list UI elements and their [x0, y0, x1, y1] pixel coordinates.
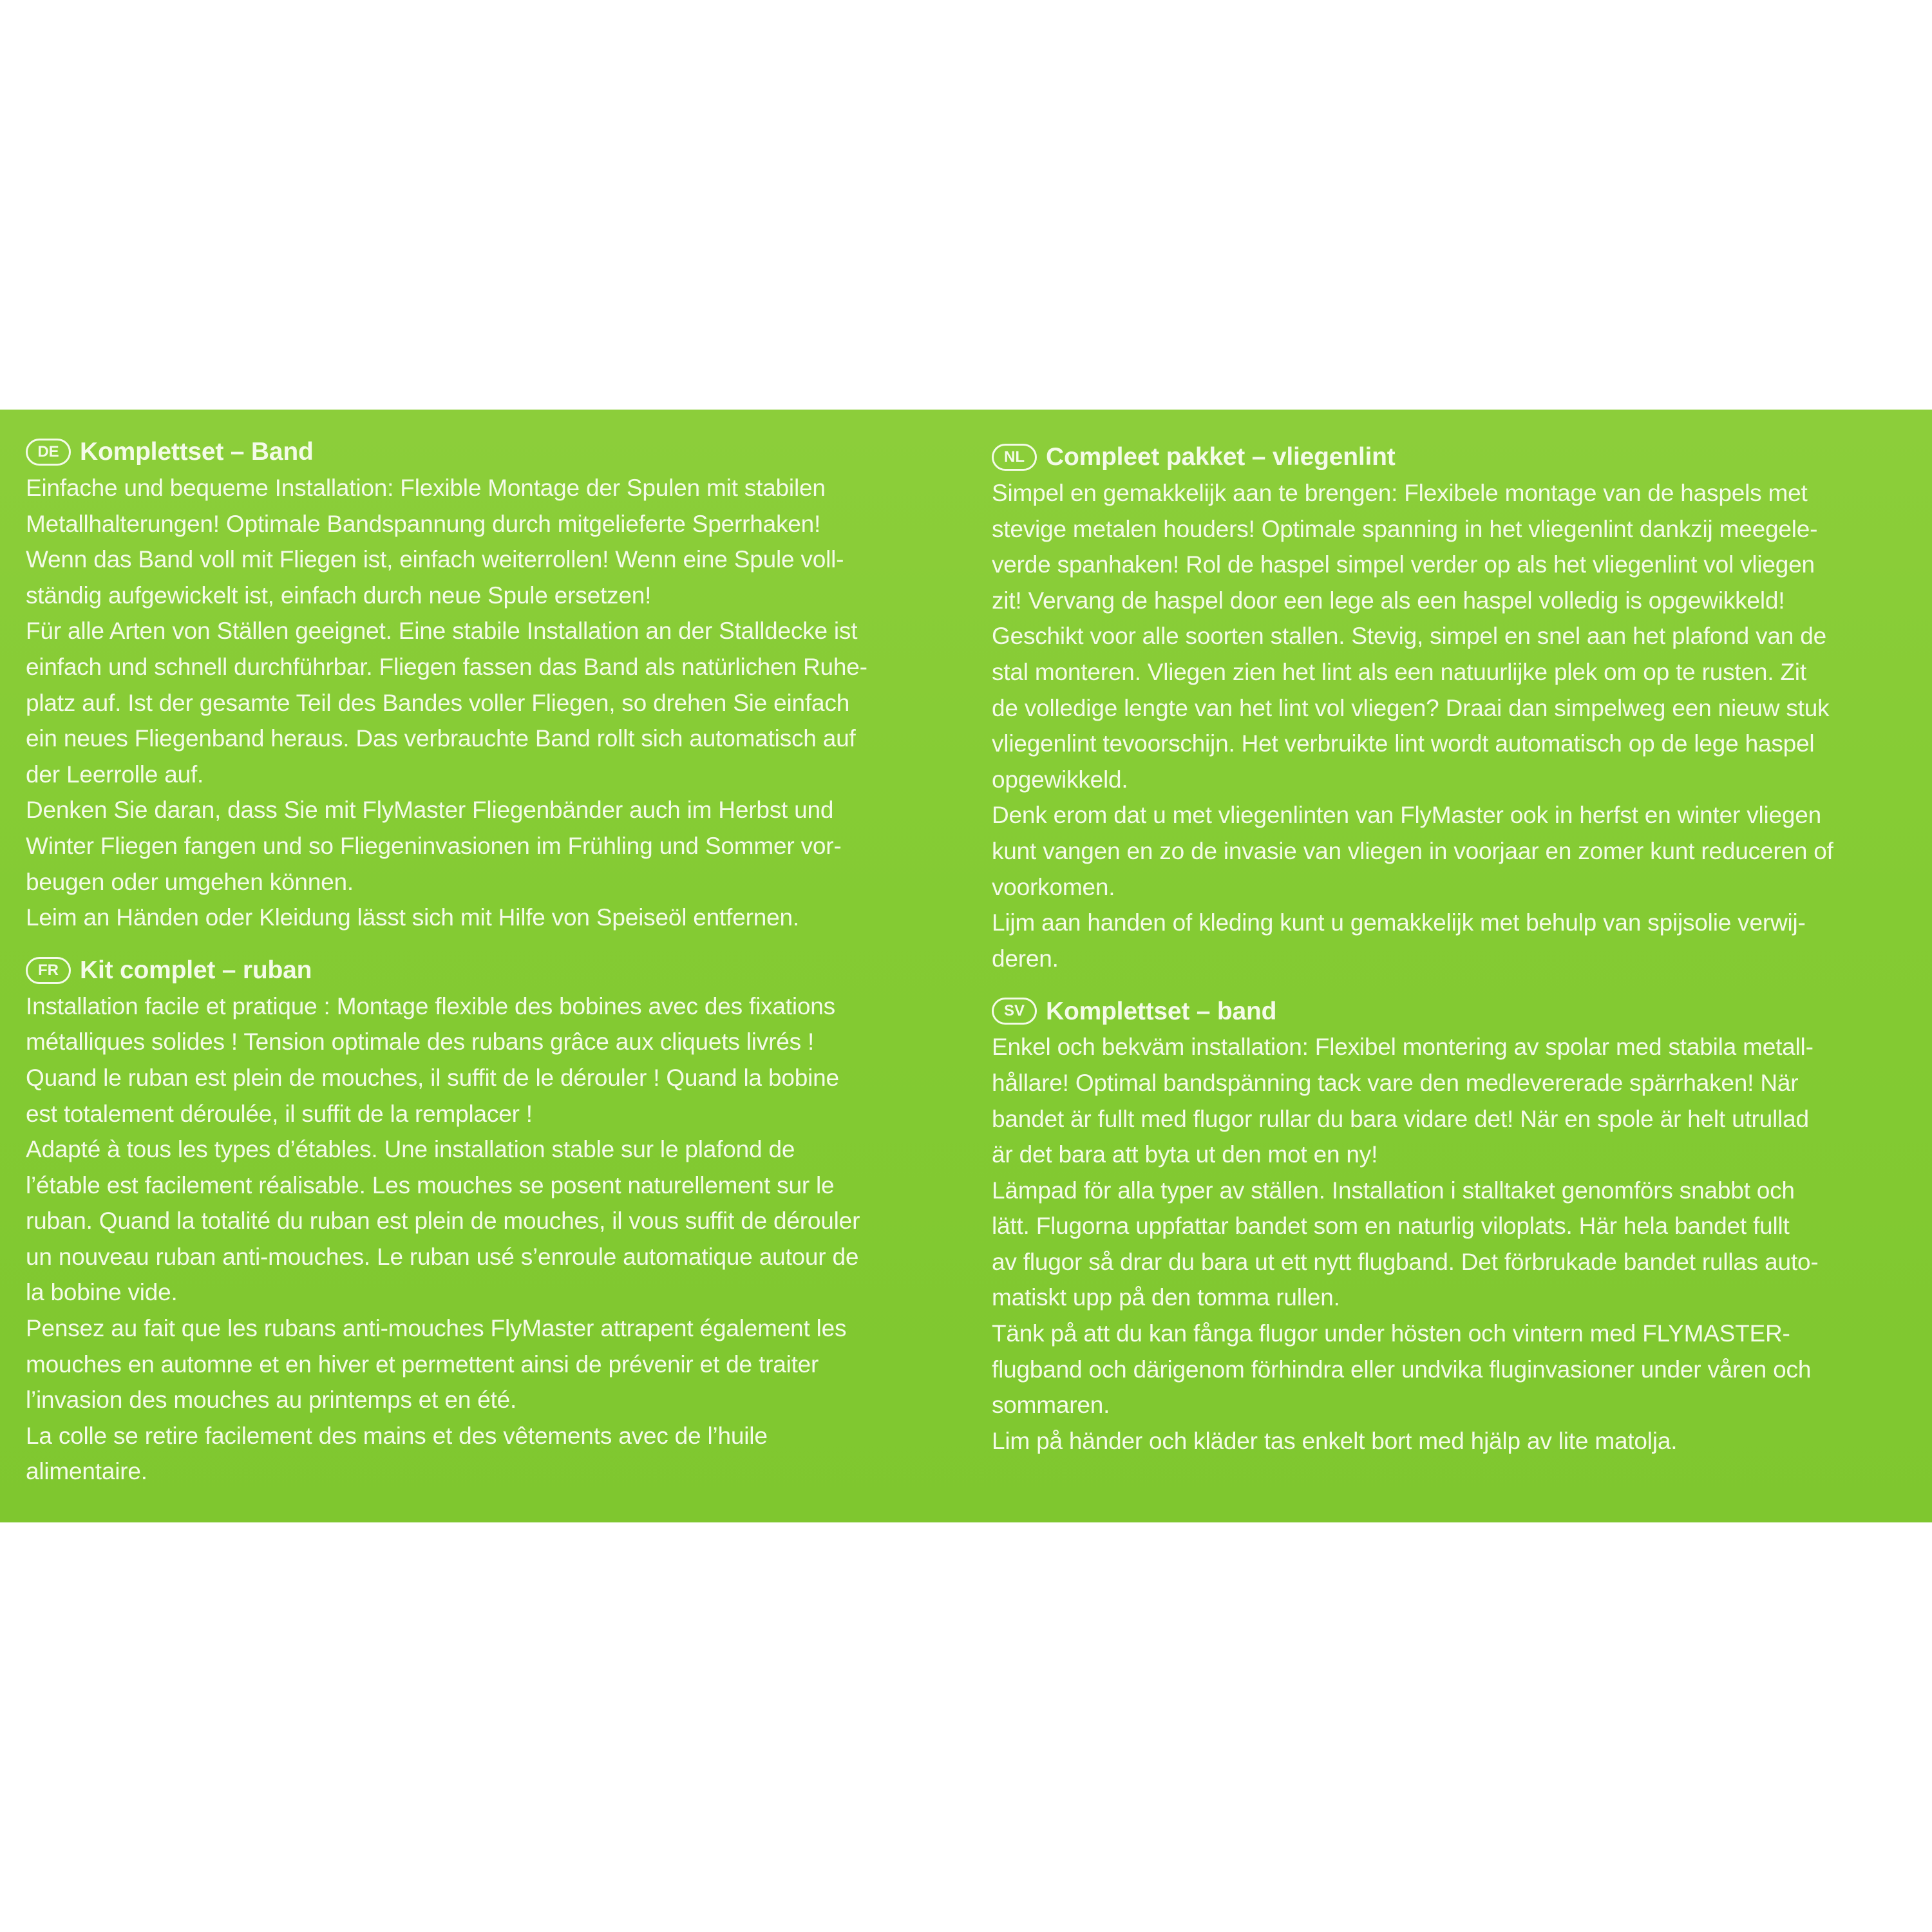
text-line: de volledige lengte van het lint vol vliegen? Draai dan simpelweg een nieuw stuk: [992, 694, 1830, 721]
text-line: av flugor så drar du bara ut ett nytt flugband. Det förbrukade bandet rullas auto-: [992, 1248, 1819, 1275]
text-line: Leim an Händen oder Kleidung lässt sich mit Hilfe von Speiseöl entfernen.: [26, 904, 799, 931]
text-line: Einfache und bequeme Installation: Flexible Montage der Spulen mit stabilen: [26, 475, 826, 501]
section-heading: [26, 952, 953, 989]
text-line: opgewikkeld.: [992, 766, 1128, 793]
section-title-nl: Compleet pakket – vliegenlint: [1046, 443, 1396, 471]
text-line: ein neues Fliegenband heraus. Das verbrauchte Band rollt sich automatisch auf: [26, 725, 856, 752]
text-line: platz auf. Ist der gesamte Teil des Bandes voller Fliegen, so drehen Sie einfach: [26, 689, 850, 716]
text-line: ruban. Quand la totalité du ruban est plein de mouches, il vous suffit de dérouler: [26, 1208, 860, 1235]
right-column: [992, 439, 1919, 1475]
text-line: Denk erom dat u met vliegenlinten van FlyMaster ook in herfst en winter vliegen: [992, 802, 1822, 829]
text-line: lätt. Flugorna uppfattar bandet som en naturlig viloplats. Här hela bandet fullt: [992, 1213, 1790, 1240]
text-line: la bobine vide.: [26, 1279, 178, 1306]
paragraph: [992, 618, 1919, 797]
section-heading: [992, 439, 1919, 475]
text-line: Denken Sie daran, dass Sie mit FlyMaster Fliegenbänder auch im Herbst und: [26, 797, 834, 824]
section-title-fr: Kit complet – ruban: [80, 956, 312, 984]
text-line: zit! Vervang de haspel door een lege als een haspel volledig is opgewikkeld!: [992, 587, 1785, 614]
text-line: stal monteren. Vliegen zien het lint als een natuurlijke plek om op te rusten. Zit: [992, 658, 1806, 685]
paragraph: [26, 470, 953, 613]
text-line: l’invasion des mouches au printemps et en été.: [26, 1387, 517, 1414]
paragraph: [26, 1311, 953, 1418]
language-badge-sv: SV: [992, 998, 1037, 1025]
paragraph: [992, 905, 1919, 976]
text-line: Für alle Arten von Ställen geeignet. Eine stabile Installation an der Stalldecke ist: [26, 618, 858, 645]
text-line: hållare! Optimal bandspänning tack vare den medlevererade spärrhaken! När: [992, 1069, 1799, 1096]
paragraph: [992, 1029, 1919, 1172]
section-de: [26, 434, 953, 936]
text-line: flugband och därigenom förhindra eller undvika fluginvasioner under våren och: [992, 1356, 1812, 1383]
paragraph: [992, 475, 1919, 618]
paragraph: [26, 989, 953, 1132]
paragraph: [26, 1418, 953, 1490]
text-line: Geschikt voor alle soorten stallen. Stevig, simpel en snel aan het plafond van de: [992, 623, 1827, 650]
text-line: är det bara att byta ut den mot en ny!: [992, 1141, 1378, 1168]
text-line: matiskt upp på den tomma rullen.: [992, 1284, 1340, 1311]
language-badge-de: DE: [26, 439, 71, 466]
section-nl: [992, 439, 1919, 976]
section-fr: [26, 952, 953, 1490]
paragraph: [992, 1316, 1919, 1423]
text-line: vliegenlint tevoorschijn. Het verbruikte lint wordt automatisch op de lege haspel: [992, 730, 1815, 757]
language-badge-fr: FR: [26, 957, 71, 984]
text-line: métalliques solides ! Tension optimale des rubans grâce aux cliquets livrés !: [26, 1028, 815, 1056]
text-line: Installation facile et pratique : Montage flexible des bobines avec des fixations: [26, 992, 835, 1019]
language-badge-nl: NL: [992, 444, 1037, 471]
text-line: deren.: [992, 945, 1059, 972]
text-line: bandet är fullt med flugor rullar du bara vidare det! När en spole är helt utrullad: [992, 1105, 1809, 1132]
paragraph: [26, 1132, 953, 1311]
text-line: Pensez au fait que les rubans anti-mouches FlyMaster attrapent également les: [26, 1315, 847, 1342]
text-line: Metallhalterungen! Optimale Bandspannung durch mitgelieferte Sperrhaken!: [26, 510, 821, 537]
text-line: Winter Fliegen fangen und so Fliegeninvasionen im Frühling und Sommer vor-: [26, 832, 842, 859]
text-line: kunt vangen en zo de invasie van vliegen in voorjaar en zomer kunt reduceren of: [992, 837, 1833, 864]
text-line: der Leerrolle auf.: [26, 761, 204, 788]
text-line: mouches en automne et en hiver et permettent ainsi de prévenir et de traiter: [26, 1350, 819, 1378]
section-body: [992, 475, 1919, 976]
left-column: [26, 434, 953, 1506]
text-line: l’étable est facilement réalisable. Les mouches se posent naturellement sur le: [26, 1171, 835, 1198]
section-body: [26, 470, 953, 936]
text-line: Lijm aan handen of kleding kunt u gemakkelijk met behulp van spijsolie verwij-: [992, 909, 1806, 936]
section-title-de: Komplettset – Band: [80, 438, 314, 466]
text-line: La colle se retire facilement des mains et des vêtements avec de l’huile: [26, 1422, 768, 1449]
section-sv: [992, 993, 1919, 1459]
section-heading: [992, 993, 1919, 1029]
text-line: verde spanhaken! Rol de haspel simpel verder op als het vliegenlint vol vliegen: [992, 551, 1815, 578]
instruction-panel: [0, 410, 1932, 1522]
paragraph: [992, 797, 1919, 905]
paragraph: [992, 1423, 1919, 1459]
paragraph: [26, 613, 953, 792]
text-line: Wenn das Band voll mit Fliegen ist, einfach weiterrollen! Wenn eine Spule voll-: [26, 546, 844, 573]
text-line: Adapté à tous les types d’étables. Une installation stable sur le plafond de: [26, 1136, 795, 1163]
text-line: Simpel en gemakkelijk aan te brengen: Flexibele montage van de haspels met: [992, 480, 1808, 506]
text-line: Lämpad för alla typer av ställen. Installation i stalltaket genomförs snabbt och: [992, 1177, 1795, 1204]
paragraph: [26, 900, 953, 936]
text-line: un nouveau ruban anti-mouches. Le ruban usé s’enroule automatique autour de: [26, 1243, 859, 1270]
section-title-sv: Komplettset – band: [1046, 997, 1277, 1025]
text-line: sommaren.: [992, 1392, 1110, 1419]
paragraph: [992, 1173, 1919, 1316]
text-line: Enkel och bekväm installation: Flexibel montering av spolar med stabila metall-: [992, 1034, 1814, 1061]
section-heading: [26, 434, 953, 470]
text-line: alimentaire.: [26, 1458, 147, 1485]
text-line: einfach und schnell durchführbar. Fliegen fassen das Band als natürlichen Ruhe-: [26, 653, 867, 680]
text-line: stevige metalen houders! Optimale spanning in het vliegenlint dankzij meegele-: [992, 515, 1818, 542]
section-body: [26, 989, 953, 1490]
text-line: beugen oder umgehen können.: [26, 868, 354, 895]
text-line: ständig aufgewickelt ist, einfach durch neue Spule ersetzen!: [26, 582, 652, 609]
text-line: est totalement déroulée, il suffit de la remplacer !: [26, 1100, 533, 1127]
text-line: voorkomen.: [992, 873, 1115, 900]
text-line: Tänk på att du kan fånga flugor under hösten och vintern med FLYMASTER-: [992, 1320, 1790, 1347]
section-body: [992, 1029, 1919, 1459]
text-line: Quand le ruban est plein de mouches, il suffit de le dérouler ! Quand la bobine: [26, 1064, 839, 1091]
text-line: Lim på händer och kläder tas enkelt bort med hjälp av lite matolja.: [992, 1427, 1678, 1454]
paragraph: [26, 792, 953, 900]
